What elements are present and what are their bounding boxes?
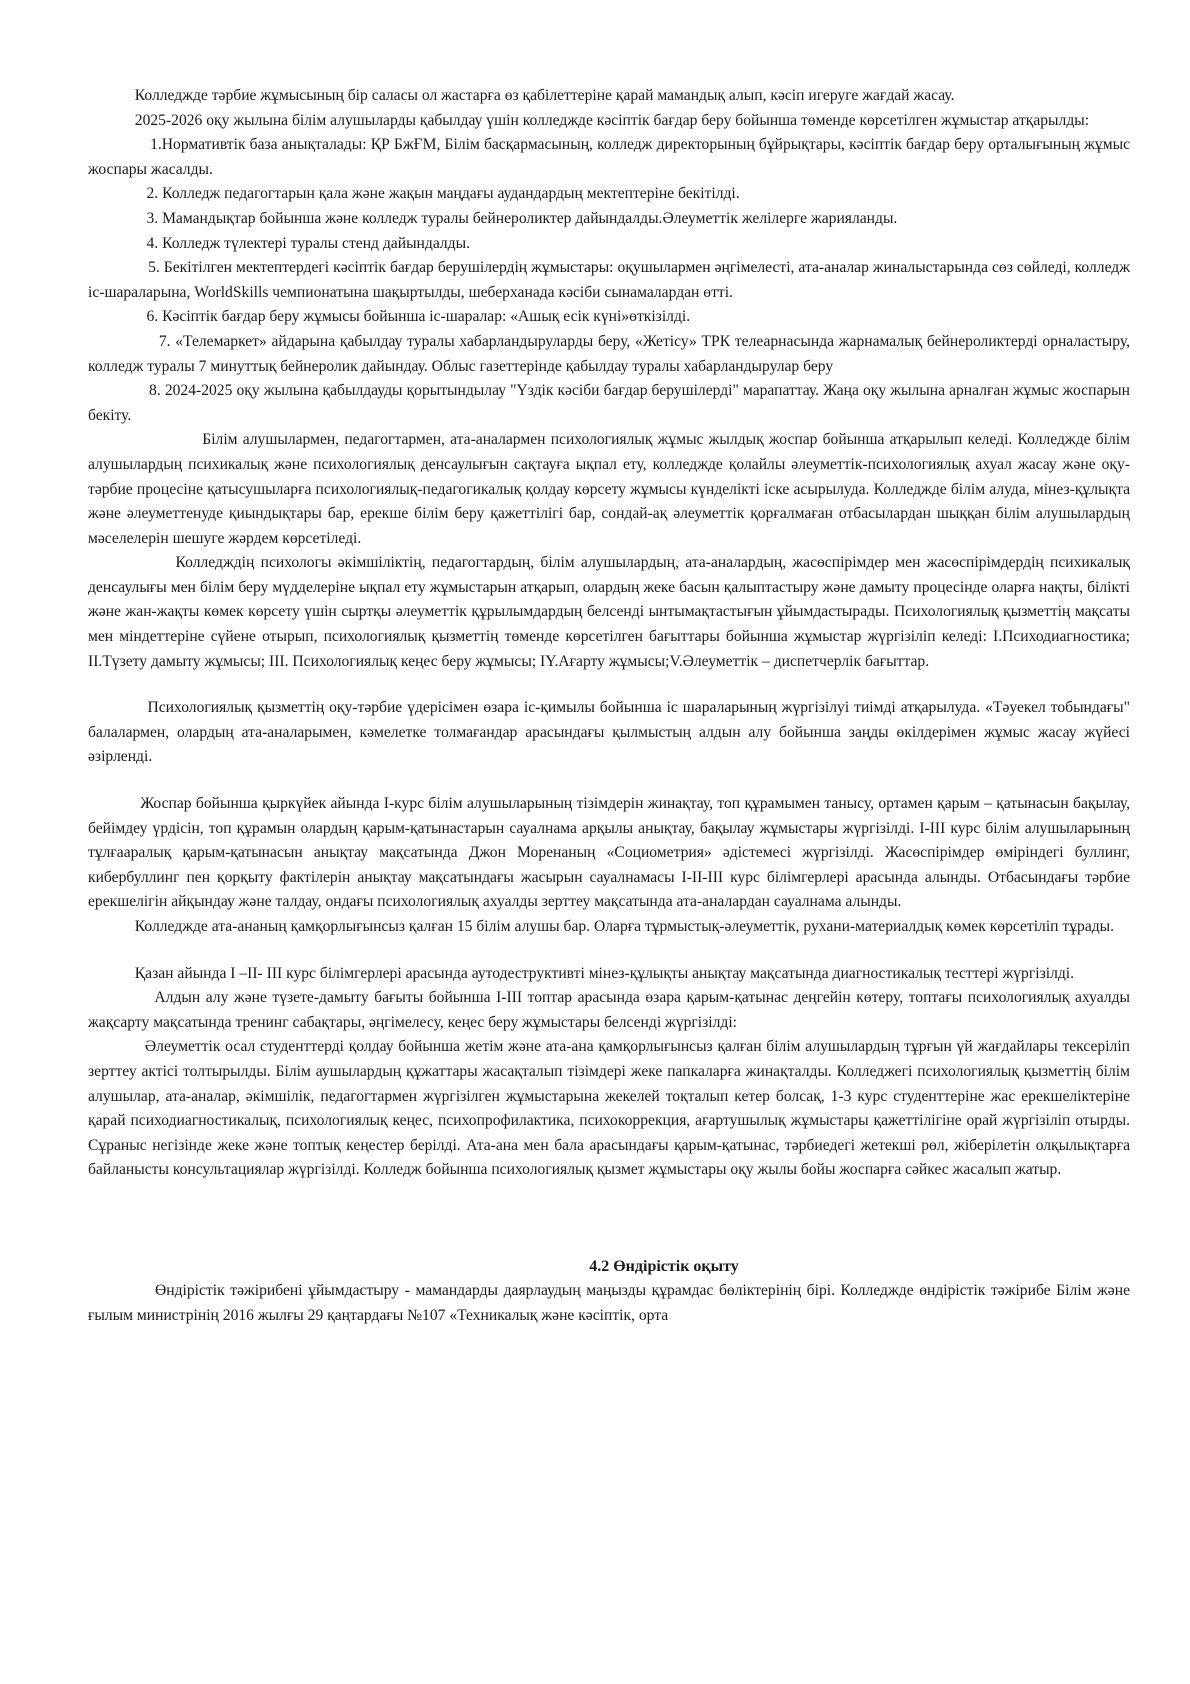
paragraph-industrial-training: Өндірістік тәжірибені ұйымдастыру - мамандарды даярлаудың маңызды құрамдас бөліктерінің бірі. Колледжде өндірістік тәжірибе Білім және ғылым министрінің 2016 жылғы 29 қаңтардағы №107 «Техникалық және кәсіптік, орта bbox=[88, 1281, 1130, 1324]
spacer bbox=[88, 770, 1130, 792]
spacer bbox=[88, 674, 1130, 696]
spacer bbox=[88, 1183, 1130, 1255]
paragraph-prevention: Алдын алу және түзете-дамыту бағыты бойынша I-III топтар арасында өзара қарым-қатынас деңгейін көтеру, топтағы психологиялық ахуалды жақсарту мақсатында тренинг сабақтары, әңгімелесу, кеңес беру жұмыстары белсенді жүргізілді: bbox=[88, 989, 1130, 1031]
list-item-2: 2. Колледж педагогтарын қала және жақын маңдағы аудандардың мектептеріне бекітілді. bbox=[88, 185, 740, 203]
paragraph-social-support: Әлеуметтік осал студенттерді қолдау бойынша жетім және ата-ана қамқорлығынсыз қалған білім алушылардың тұрғын үй жағдайлары тексеріліп зерттеу актісі толтырылды. Білім аушылардың құжаттары жасақталып тізімдері жеке папкаларға жинақталды. Колледжегі психологиялық қызметтің білім алушылар, ата-аналар, әкімшілік, педагогтармен жүргізілген жұмыстарына жекелей тоқталып кетер болсақ, 1-3 курс студенттеріне жас ерекшеліктеріне қарай психодиагностикалық, психологиялық кеңес, психопрофилактика, психокоррекция, ағартушылық жұмыстары қажеттілігіне орай жүргізіліп отырды. Сұраныс негізінде жеке және топтық кеңестер берілді. Ата-ана мен бала арасындағы қарым-қатынас, тәрбиедегі жетекші рөл, жіберілетін олқылықтарға байланысты консультациялар жүргізілді. Колледж бойынша психологиялық қызмет жұмыстары оқу жылы бойы жоспарға сәйкес жасалып жатыр. bbox=[88, 1038, 1130, 1179]
paragraph-psychologist-role: Колледждің психологы әкімшіліктің, педагогтардың, білім алушылардың, ата-аналардың, жасөспірімдер мен жасөспірімдердің психикалық денсаулығы мен білім беру мүдделеріне ықпал ету жұмыстарын атқарып, олардың жеке басын қалыптастыру және дамыту процесінде оларға нақты, білікті және жан-жақты көмек көрсету үшін сыртқы әлеуметтік құрылымдардың белсенді ынтымақтастығын ұйымдастырады. Психологиялық қызметтің мақсаты мен міндеттеріне сүйене отырып, психологиялық қызметтің төменде көрсетілген бағыттары бойынша жұмыстар жүргізіліп келеді: I.Психодиагностика; II.Түзету дамыту жұмысы; III. Психологиялық кеңес беру жұмысы; IY.Ағарту жұмысы;V.Әлеуметтік – диспетчерлік бағыттар. bbox=[88, 554, 1130, 670]
paragraph-orphans: Колледжде ата-ананың қамқорлығынсыз қалған 15 білім алушы бар. Оларға тұрмыстық-әлеуметтік, рухани-материалдық көмек көрсетіліп тұрады. bbox=[88, 918, 1115, 935]
paragraph-psychological-work: Білім алушылармен, педагогтармен, ата-аналармен психологиялық жұмыс жылдық жоспар бойынша атқарылып келеді. Колледжде білім алушылардың психикалық және психологиялық денсаулығын сақтауға ықпал ету, колледжде қолайлы әлеуметтік-психологиялық ахуал жасау және оқу-тәрбие процесіне қатысушыларға психологиялық-педагогикалық қолдау көрсету жұмысы күнделікті іске асырылуда. Колледжде білім алуда, мінез-құлықта және әлеуметтенуде қиындықтары бар, ерекше білім беру қажеттілігі бар, сондай-ақ әлеуметтік қорғалмаған отбасылардан шыққан білім алушылардың мәселелерін шешуге жәрдем көрсетіледі. bbox=[88, 431, 1130, 547]
paragraph-risk-group: Психологиялық қызметтің оқу-тәрбие үдерісімен өзара іс-қимылы бойынша іс шараларының жүргізілуі тиімді атқарылуда. «Тәуекел тобындағы" балалармен, олардың ата-аналарымен, кәмелетке толмағандар арасындағы қылмыстың алдын алу бойынша заңды өкілдерімен жұмыс жасау жүйесі әзірленді. bbox=[88, 699, 1130, 766]
list-item-4: 4. Колледж түлектері туралы стенд дайындалды. bbox=[88, 234, 470, 252]
paragraph-vocation-intro: Колледжде тәрбие жұмысының бір саласы ол жастарға өз қабілеттеріне қарай мамандық алып, кәсіп игеруге жағдай жасау. bbox=[88, 87, 955, 104]
paragraph-september-plan: Жоспар бойынша қыркүйек айында I-курс білім алушыларының тізімдерін жинақтау, топ құрамымен танысу, ортамен қарым – қатынасын бақылау, бейімдеу үрдісін, топ құрамын олардың қарым-қатынастарын сауалнама арқылы анықтау, бақылау жұмыстары жүргізілді. I-III курс білім алушыларының тұлғааралық қарым-қатынасын анықтау мақсатында Джон Моренаның «Социометрия» әдістемесі жүргізілді. Жасөспірімдер өміріндегі буллинг, кибербуллинг пен қорқыту фактілерін анықтау мақсатындағы жасырын сауалнамасы I-II-III курс білімгерлері арасында алынды. Отбасындағы тәрбие ерекшелігін айқындау және талдау, ондағы психологиялық ахуалды зерттеу мақсатында ата-аналардан сауалнама алынды. bbox=[88, 795, 1130, 911]
list-item-7: 7. «Телемаркет» айдарына қабылдау туралы хабарландыруларды беру, «Жетісу» ТРК телеарнасында жарнамалық бейнероликтерді орналастыру, колледж туралы 7 минуттық бейнеролик дайындау. Облыс газеттерінде қабылдау туралы хабарландырулар беру bbox=[88, 332, 1130, 375]
list-item-3: 3. Мамандықтар бойынша және колледж туралы бейнероликтер дайындалды.Әлеуметтік желілерге жарияланды. bbox=[88, 209, 898, 227]
list-item-6: 6. Кәсіптік бағдар беру жұмысы бойынша іс-шаралар: «Ашық есік күні»өткізілді. bbox=[88, 308, 691, 326]
section-heading: 4.2 Өндірістік оқыту bbox=[589, 1257, 739, 1275]
spacer bbox=[88, 940, 1130, 962]
list-item-8: 8. 2024-2025 оқу жылына қабылдауды қорытындылау "Үздік кәсіби бағдар берушілерді" марапаттау. Жаңа оқу жылына арналған жұмыс жоспарын бекіту. bbox=[88, 382, 1130, 424]
paragraph-admission-work: 2025-2026 оқу жылына білім алушыларды қабылдау үшін колледжде кәсіптік бағдар беру бойынша төменде көрсетілген жұмыстар атқарылды: bbox=[88, 111, 1090, 129]
list-item-1: 1.Нормативтік база анықталады: ҚР БжҒМ, Білім басқармасының, колледж директорының бұйрықтары, кәсіптік бағдар беру орталығының жұмыс жоспары жасалды. bbox=[88, 136, 1130, 178]
list-item-5: 5. Бекітілген мектептердегі кәсіптік бағдар берушілердің жұмыстары: оқушылармен әңгімелесті, ата-аналар жиналыстарында сөз сөйледі, колледж іс-шараларына, WorldSkills чемпионатына шақыртылды, шеберханада кәсіби сынамалардан өтті. bbox=[88, 259, 1130, 301]
paragraph-october-tests: Қазан айында I –II- III курс білімгерлері арасында аутодеструктивті мінез-құлықты анықтау мақсатында диагностикалық тесттері жүргізілді. bbox=[88, 964, 1075, 982]
